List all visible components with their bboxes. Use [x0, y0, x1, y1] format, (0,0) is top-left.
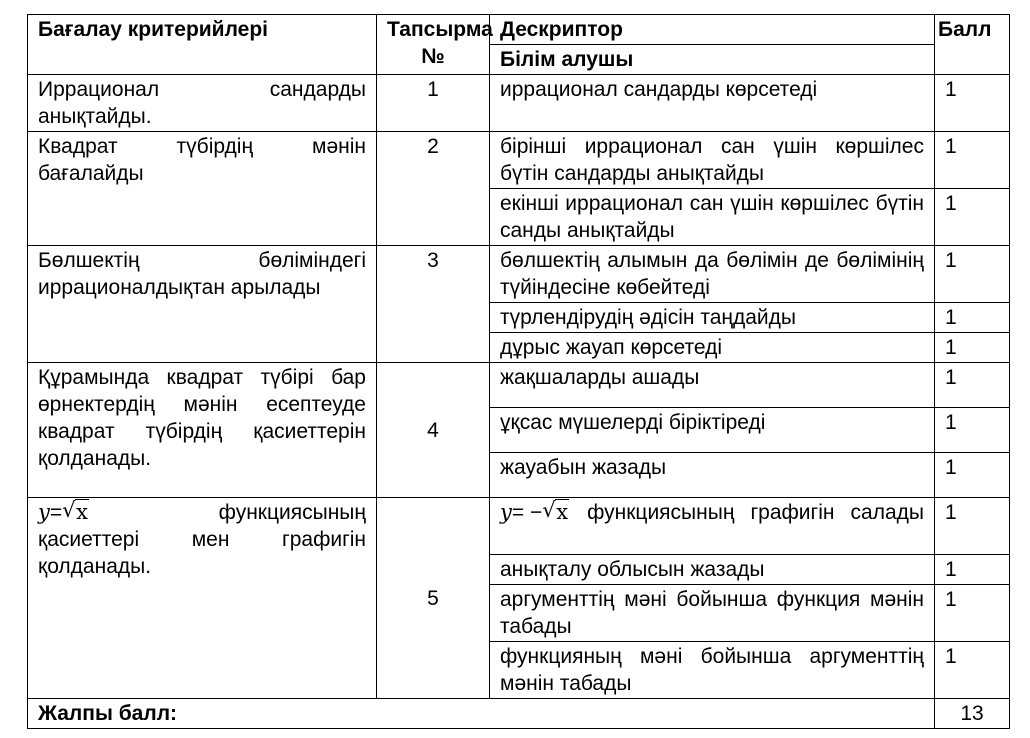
assessment-rubric-table — [27, 14, 1010, 729]
formula-x: x — [556, 500, 569, 524]
task-number-cell: 2 — [377, 132, 490, 246]
descriptor-cell — [490, 498, 935, 555]
header-score: Балл — [935, 15, 1010, 75]
descriptor-cell: жақшаларды ашады — [490, 363, 935, 408]
descriptor-cell: функцияның мәні бойынша аргументтің мәнін табады — [490, 642, 935, 699]
score-cell: 1 — [935, 642, 1010, 699]
criterion-cell: Квадрат түбірдің мәнін бағалайды — [28, 132, 377, 246]
table-row — [28, 498, 1010, 555]
task-number-cell: 3 — [377, 246, 490, 363]
table-row — [28, 132, 1010, 189]
function-formula — [38, 499, 89, 526]
score-cell: 1 — [935, 453, 1010, 498]
task-number-cell: 1 — [377, 75, 490, 132]
formula-y: y — [500, 500, 512, 524]
criterion-text-1: функциясының — [218, 501, 366, 524]
score-cell: 1 — [935, 363, 1010, 408]
descriptor-cell: ұқсас мүшелерді біріктіреді — [490, 408, 935, 453]
header-task-number: Тапсырма № — [377, 15, 490, 75]
descriptor-cell: бөлшектің алымын да бөлімін де бөлімінің түйіндесіне көбейтеді — [490, 246, 935, 303]
criterion-cell: Иррационал сандарды анықтайды. — [28, 75, 377, 132]
score-cell: 1 — [935, 303, 1010, 333]
score-cell: 1 — [935, 189, 1010, 246]
score-cell: 1 — [935, 246, 1010, 303]
score-cell: 1 — [935, 333, 1010, 363]
score-cell: 1 — [935, 498, 1010, 555]
task-number-cell: 4 — [377, 363, 490, 498]
header-knowledge-level: Білім алушы — [490, 45, 935, 75]
descriptor-cell: анықталу облысын жазады — [490, 555, 935, 585]
score-cell: 1 — [935, 132, 1010, 189]
criterion-text-2: қасиеттері мен графигін қолданады. — [38, 528, 366, 578]
criterion-cell: Құрамында квадрат түбірі бар өрнектердің мәнін есептеуде квадрат түбірдің қасиеттерін қолданады. — [28, 363, 377, 498]
sqrt-icon — [542, 499, 569, 526]
formula-x: x — [76, 500, 88, 524]
formula-eq: = − — [511, 501, 543, 524]
descriptor-cell: жауабын жазады — [490, 453, 935, 498]
criterion-cell: Бөлшектің бөліміндегі иррационалдықтан арылады — [28, 246, 377, 363]
descriptor-cell: екінші иррационал сан үшін көршілес бүтін санды анықтайды — [490, 189, 935, 246]
descriptor-cell: дұрыс жауап көрсетеді — [490, 333, 935, 363]
criterion-math-line — [38, 499, 366, 526]
score-cell: 1 — [935, 555, 1010, 585]
formula-eq: = — [49, 501, 63, 524]
table-row — [28, 363, 1010, 408]
descriptor-cell: аргументтің мәні бойынша функция мәнін табады — [490, 585, 935, 642]
header-row — [28, 15, 1010, 45]
descriptor-cell: бірінші иррационал сан үшін көршілес бүтін сандарды анықтайды — [490, 132, 935, 189]
score-cell: 1 — [935, 75, 1010, 132]
criterion-cell — [28, 498, 377, 699]
header-descriptor: Дескриптор — [490, 15, 935, 45]
total-label: Жалпы балл: — [28, 699, 935, 729]
table-row — [28, 75, 1010, 132]
descriptor-text: функциясының графигін салады — [587, 501, 924, 524]
total-score: 13 — [935, 699, 1010, 729]
descriptor-cell: иррационал сандарды көрсетеді — [490, 75, 935, 132]
table-row — [28, 246, 1010, 303]
score-cell: 1 — [935, 585, 1010, 642]
descriptor-cell: түрлендірудің әдісін таңдайды — [490, 303, 935, 333]
sqrt-icon — [62, 499, 89, 526]
total-row — [28, 699, 1010, 729]
formula-y: y — [38, 500, 50, 524]
header-criteria: Бағалау критерийлері — [28, 15, 377, 75]
task-number-cell: 5 — [377, 498, 490, 699]
descriptor-math-line — [500, 499, 924, 526]
score-cell: 1 — [935, 408, 1010, 453]
